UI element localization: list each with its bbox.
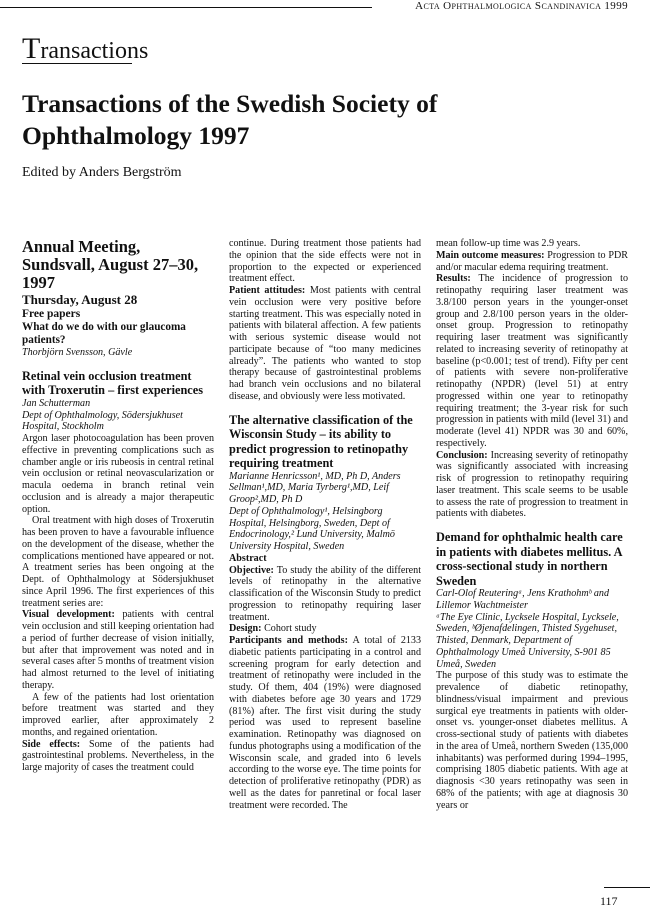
patient-attitudes-text: Most patients with central vein occlusion were very positive before starting treatment. This was especially noted in patients with bilateral affection. A few patients with serious systemic disease would not participate because of “too many medicines already”. The patients who wanted to stop therapy because of gastrointestinal problems had branch vein occlusions and no bilateral disease, and obviously were less motivated. (229, 285, 422, 402)
visual-development-heading: Visual development: (22, 609, 115, 621)
wisconsin-continued: mean follow-up time was 2.9 years. (436, 238, 581, 249)
retinal-title: Retinal vein occlusion treatment with Troxerutin – first experiences (22, 368, 204, 398)
results-heading: Results: (436, 273, 471, 285)
main-outcome-text: Progression to PDR and/or macular edema requiring treatment. (436, 249, 628, 273)
glaucoma-title: What do we do with our glaucoma patients? (22, 321, 186, 346)
participants-text: A total of 2133 diabetic patients participating in a control and screening program for early detection and treatment of retinopathy were included in the study. Of them, 404 (19%) were diagnosed with diabetes before age 30 years and 1729 (81%) after. The first visit during the study period was used to represent baseline examination. Retinopathy was diagnosed on fundus photographs using a modification of the Wisconsin scale, and graded into 6 levels according to the worse eye. The time points for detection of proliferative retinopathy (PDR) as well as the dates for panretinal or focal laser treatment were recorded. The (229, 635, 422, 811)
session-heading: Free papers (22, 308, 81, 320)
retinal-paragraph-1: Argon laser photocoagulation has been proven effective in preventing complications such as chamber angle or iris rubeosis in central retinal vein occlusion or retinal neovascularization or macula oedema in branch retinal vein occlusion and is already a major therapeutic option. (22, 433, 214, 515)
column-1 (22, 238, 214, 774)
wisconsin-authors: Marianne Henricsson¹, MD, Ph D, Anders Sellman¹,MD, Maria Tyrberg¹,MD, Leif Groop²,MD, Ph D (229, 470, 401, 505)
retinal-paragraph-2: Oral treatment with high doses of Troxerutin has been proven to have a favourable influence on the development of the disease, whether the complications mentioned have appeared or not. A treatment series has been ongoing at the Dept. of Ophthalmology at Södersjukhuset since April 1996. The first experiences of this treatment series are: (22, 515, 214, 609)
spacer (436, 520, 628, 530)
retinal-side-effects (22, 739, 214, 774)
spacer (22, 359, 214, 369)
results-text: The incidence of progression to retinopathy requiring laser treatment was 3.8/100 person years in the younger-onset group and 2.8/100 person years in the older-onset group. Progression to retinopathy requiring laser treatment was significantly related to increasing severity of retinopathy at baseline (p<0.001; test of trend). Fifty per cent of patients with severe non-proliferative retinopathy (NPDR) (level 51) at entry progressed within one year to retinopathy requiring treatment; the 3-year risk for such progression in patients with mild (level 31) and moderate (level 41) NPDR was 30 and 60%, respectively. (436, 273, 628, 449)
objective-heading: Objective: (229, 564, 274, 576)
participants-heading: Participants and methods: (229, 635, 348, 646)
main-outcome-heading: Main outcome measures: (436, 249, 545, 261)
running-head-rule (0, 7, 372, 8)
objective-text: To study the ability of the different levels of retinopathy in the alternative classification of the Wisconsin Study to predict progression to retinopathy requiring laser treatment. (229, 564, 422, 623)
patient-attitudes-heading: Patient attitudes: (229, 285, 306, 296)
demand-affiliation: ᵃThe Eye Clinic, Lycksele Hospital, Lycksele, Sweden, ᵇØjenafdelingen, Thisted Sygehuset, Thisted, Denmark, Department of Ophthalmology Umeå University, S-901 85 Umeå, Sweden (436, 611, 619, 670)
abstract-heading: Abstract (229, 552, 267, 564)
section-rule (22, 63, 132, 64)
section-label-initial: T (22, 32, 41, 65)
day-heading: Thursday, August 28 (22, 292, 138, 307)
footer-rule (604, 887, 650, 888)
wisconsin-conclusion (436, 450, 628, 521)
demand-authors: Carl-Olof Reuteringᵃ, Jens Krathohmᵇ and Lillemor Wachtmeister (436, 588, 609, 611)
retinal-continued: continue. During treatment those patients had the opinion that the side effects were not in proportion to the expected or experienced treatment effect. (229, 238, 421, 285)
conclusion-heading: Conclusion: (436, 449, 488, 461)
retinal-patient-attitudes (229, 285, 421, 403)
demand-title: Demand for ophthalmic health care in patients with diabetes mellitus. A cross-sectional study in northern Sweden (436, 530, 623, 588)
design-heading: Design: (229, 623, 262, 635)
retinal-visual-development (22, 609, 214, 691)
wisconsin-affiliation: Dept of Ophthalmology¹, Helsingborg Hospital, Helsingborg, Sweden, Dept of Endocrinology,² Lund University, Malmö University Hospital, Sweden (229, 505, 395, 552)
meeting-heading: Annual Meeting, Sundsvall, August 27–30, 1997 (22, 237, 199, 292)
demand-text: The purpose of this study was to estimate the prevalence of diabetic retinopathy, blindness/visual impairment and previous surgical eye treatments in patients with older-onset vs. younger-onset diabetes mellitus. A cross-sectional study of patients with diabetes in the area of Umeå, northern Sweden (135,000 inhabitants) was performed during 1994–1995, comprising 1805 diabetic patients. With age at diagnosis <30 years retinopathy was seen in 68% of the patients; with age at diagnosis 30 years or (436, 670, 628, 811)
wisconsin-objective (229, 565, 421, 624)
editor-line: Edited by Anders Bergström (22, 165, 182, 180)
wisconsin-participants (229, 635, 421, 811)
section-label (22, 32, 148, 66)
page-number: 117 (600, 894, 618, 908)
spacer (229, 403, 421, 413)
retinal-paragraph-3: A few of the patients had lost orientation before treatment was started and they improved earlier, after approximately 2 months, and regained orientation. (22, 691, 214, 738)
retinal-author: Jan Schutterman (22, 397, 91, 409)
section-label-rest: ransactions (40, 38, 149, 64)
design-text: Cohort study (264, 623, 317, 635)
side-effects-heading: Side effects: (22, 738, 81, 750)
wisconsin-title: The alternative classification of the Wisconsin Study – its ability to predict progression to retinopathy requiring treatment (229, 412, 413, 470)
side-effects-text: Some of the patients had gastrointestinal problems. Nevertheless, in the large majority of cases the treatment could (22, 738, 214, 773)
page-title: Transactions of the Swedish Society of Ophthalmology 1997 (22, 89, 438, 150)
conclusion-text: Increasing severity of retinopathy was significantly associated with increasing risk of progression to retinopathy requiring laser treatment. This scale seems to be usable to assess the rate of progression to treatment in patients with diabetes. (436, 449, 629, 520)
wisconsin-main-outcome (436, 250, 628, 274)
column-3 (436, 238, 628, 811)
visual-development-text: patients with central vein occlusion and still keeping orientation had a period of further decrease of vision initially, but after that improvement was noted and in several cases after 5 months of treatment vision had almost returned to the level of initiating therapy. (22, 609, 214, 691)
retinal-affiliation: Dept of Ophthalmology, Södersjukhuset Hospital, Stockholm (22, 409, 183, 433)
wisconsin-design (229, 623, 421, 635)
wisconsin-results (436, 273, 628, 449)
glaucoma-author: Thorbjörn Svensson, Gävle (22, 347, 133, 358)
column-2 (229, 238, 421, 811)
running-head: Acta Ophthalmologica Scandinavica 1999 (415, 0, 628, 12)
